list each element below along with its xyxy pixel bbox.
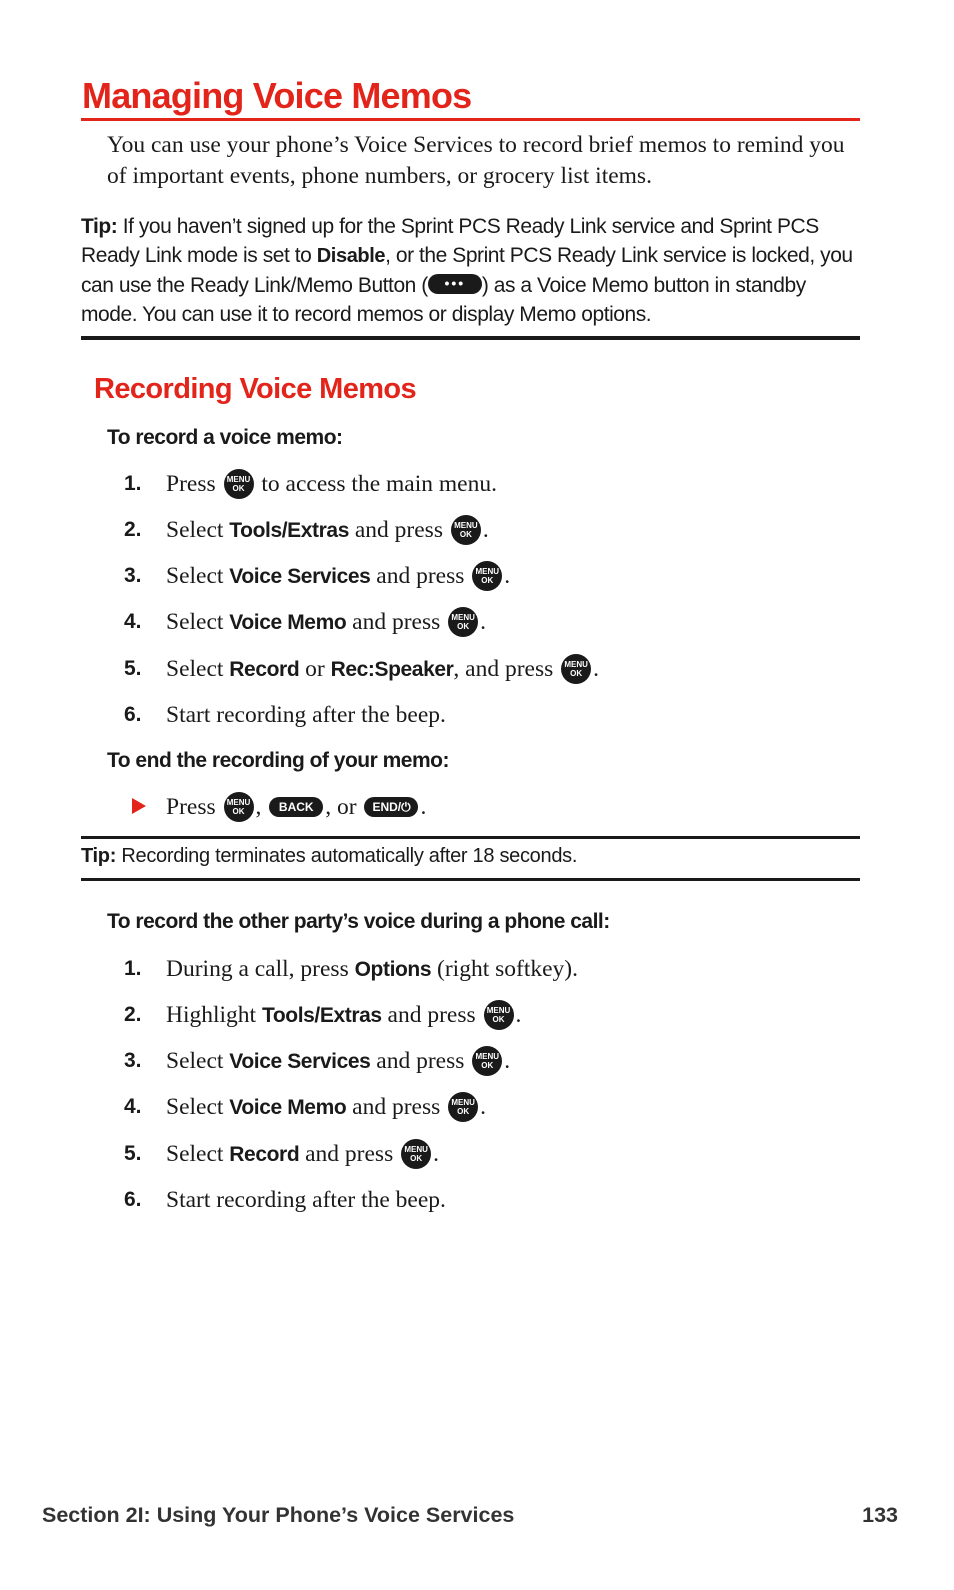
step-text: Highlight Tools/Extras and press MENU OK . xyxy=(166,999,521,1032)
step-number: 6. xyxy=(124,703,142,726)
tip-label: Tip: xyxy=(81,845,117,867)
intro-paragraph: You can use your phone’s Voice Services to record brief memos to remind you of important events, phone numbers, or grocery list items. xyxy=(107,132,845,189)
menu-ok-key-icon: MENU OK xyxy=(561,654,591,684)
list-item xyxy=(0,999,900,1031)
step-number: 1. xyxy=(124,957,142,980)
bullet-text: Press MENU OK , BACK , or END/⏻ . xyxy=(166,790,426,824)
list-item xyxy=(0,1045,900,1077)
step-number: 4. xyxy=(124,1095,142,1118)
list-item xyxy=(0,653,900,685)
subhead-call-record: To record the other party’s voice during a phone call: xyxy=(107,910,610,933)
step-number: 1. xyxy=(124,472,142,495)
menu-ok-key-icon: MENU OK xyxy=(401,1139,431,1169)
list-item xyxy=(0,560,900,592)
list-item xyxy=(0,1184,900,1216)
tip-text: Recording terminates automatically after 18 seconds. xyxy=(116,845,578,867)
tip-keyword-disable: Disable xyxy=(316,245,386,267)
list-item xyxy=(0,953,900,985)
menu-ok-key-icon: MENU OK xyxy=(472,561,502,591)
menu-ok-key-icon: MENU OK xyxy=(484,1000,514,1030)
step-text: Select Voice Services and press MENU OK . xyxy=(166,560,510,593)
step-text: Select Voice Memo and press MENU OK . xyxy=(166,606,486,639)
step-text: Select Voice Memo and press MENU OK . xyxy=(166,1091,486,1124)
back-key-icon: BACK xyxy=(269,797,323,817)
list-item xyxy=(0,606,900,638)
step-text: Select Tools/Extras and press MENU OK . xyxy=(166,514,489,547)
end-recording-bullet xyxy=(0,790,900,824)
footer-page-number: 133 xyxy=(862,1503,898,1527)
step-text: Press MENU OK to access the main menu. xyxy=(166,468,497,501)
subhead-end-recording: To end the recording of your memo: xyxy=(107,749,449,772)
step-text: During a call, press Options (right softkey). xyxy=(166,956,578,982)
step-text: Start recording after the beep. xyxy=(166,702,446,728)
step-number: 5. xyxy=(124,657,142,680)
list-item xyxy=(0,1138,900,1170)
menu-ok-key-icon: MENU OK xyxy=(224,792,254,822)
step-text: Start recording after the beep. xyxy=(166,1187,446,1213)
list-item xyxy=(0,699,900,731)
list-item xyxy=(0,468,900,500)
end-power-key-icon: END/⏻ xyxy=(364,797,418,817)
tip-box-auto-terminate xyxy=(81,842,860,870)
menu-ok-key-icon: MENU OK xyxy=(472,1046,502,1076)
subhead-record: To record a voice memo: xyxy=(107,426,343,449)
divider xyxy=(81,878,860,881)
bullet-arrow-icon xyxy=(132,798,146,814)
ready-link-memo-button-icon: ••• xyxy=(428,274,482,294)
tip-box-ready-link xyxy=(81,212,860,329)
menu-ok-key-icon: MENU OK xyxy=(451,515,481,545)
menu-ok-key-icon: MENU OK xyxy=(448,1092,478,1122)
step-number: 3. xyxy=(124,564,142,587)
step-text: Select Voice Services and press MENU OK . xyxy=(166,1045,510,1078)
divider xyxy=(81,836,860,839)
tip-text: ) as a Voice Memo button in standby mode. You can use it to record memos or display Memo options. xyxy=(81,274,806,326)
tip-label: Tip: xyxy=(81,215,118,238)
step-number: 4. xyxy=(124,610,142,633)
tip-text: , or the Sprint PCS Ready Link service is locked, you can use the Ready Link/Memo Button ( xyxy=(81,244,853,297)
step-number: 3. xyxy=(124,1049,142,1072)
page-title: Managing Voice Memos xyxy=(82,75,472,116)
menu-ok-key-icon: MENU OK xyxy=(224,469,254,499)
section-title: Recording Voice Memos xyxy=(94,373,417,405)
menu-ok-key-icon: MENU OK xyxy=(448,607,478,637)
divider xyxy=(81,336,860,340)
step-number: 6. xyxy=(124,1188,142,1211)
list-item xyxy=(0,1091,900,1123)
title-rule xyxy=(81,118,860,121)
tip-text: If you haven’t signed up for the Sprint PCS Ready Link service and Sprint PCS Ready Link mode is set to xyxy=(81,215,819,267)
step-number: 2. xyxy=(124,518,142,541)
step-number: 5. xyxy=(124,1142,142,1165)
step-number: 2. xyxy=(124,1003,142,1026)
footer-section-title: Section 2I: Using Your Phone’s Voice Services xyxy=(42,1503,515,1527)
step-text: Select Record or Rec:Speaker, and press MENU OK . xyxy=(166,653,599,686)
list-item xyxy=(0,514,900,546)
step-text: Select Record and press MENU OK . xyxy=(166,1138,439,1171)
